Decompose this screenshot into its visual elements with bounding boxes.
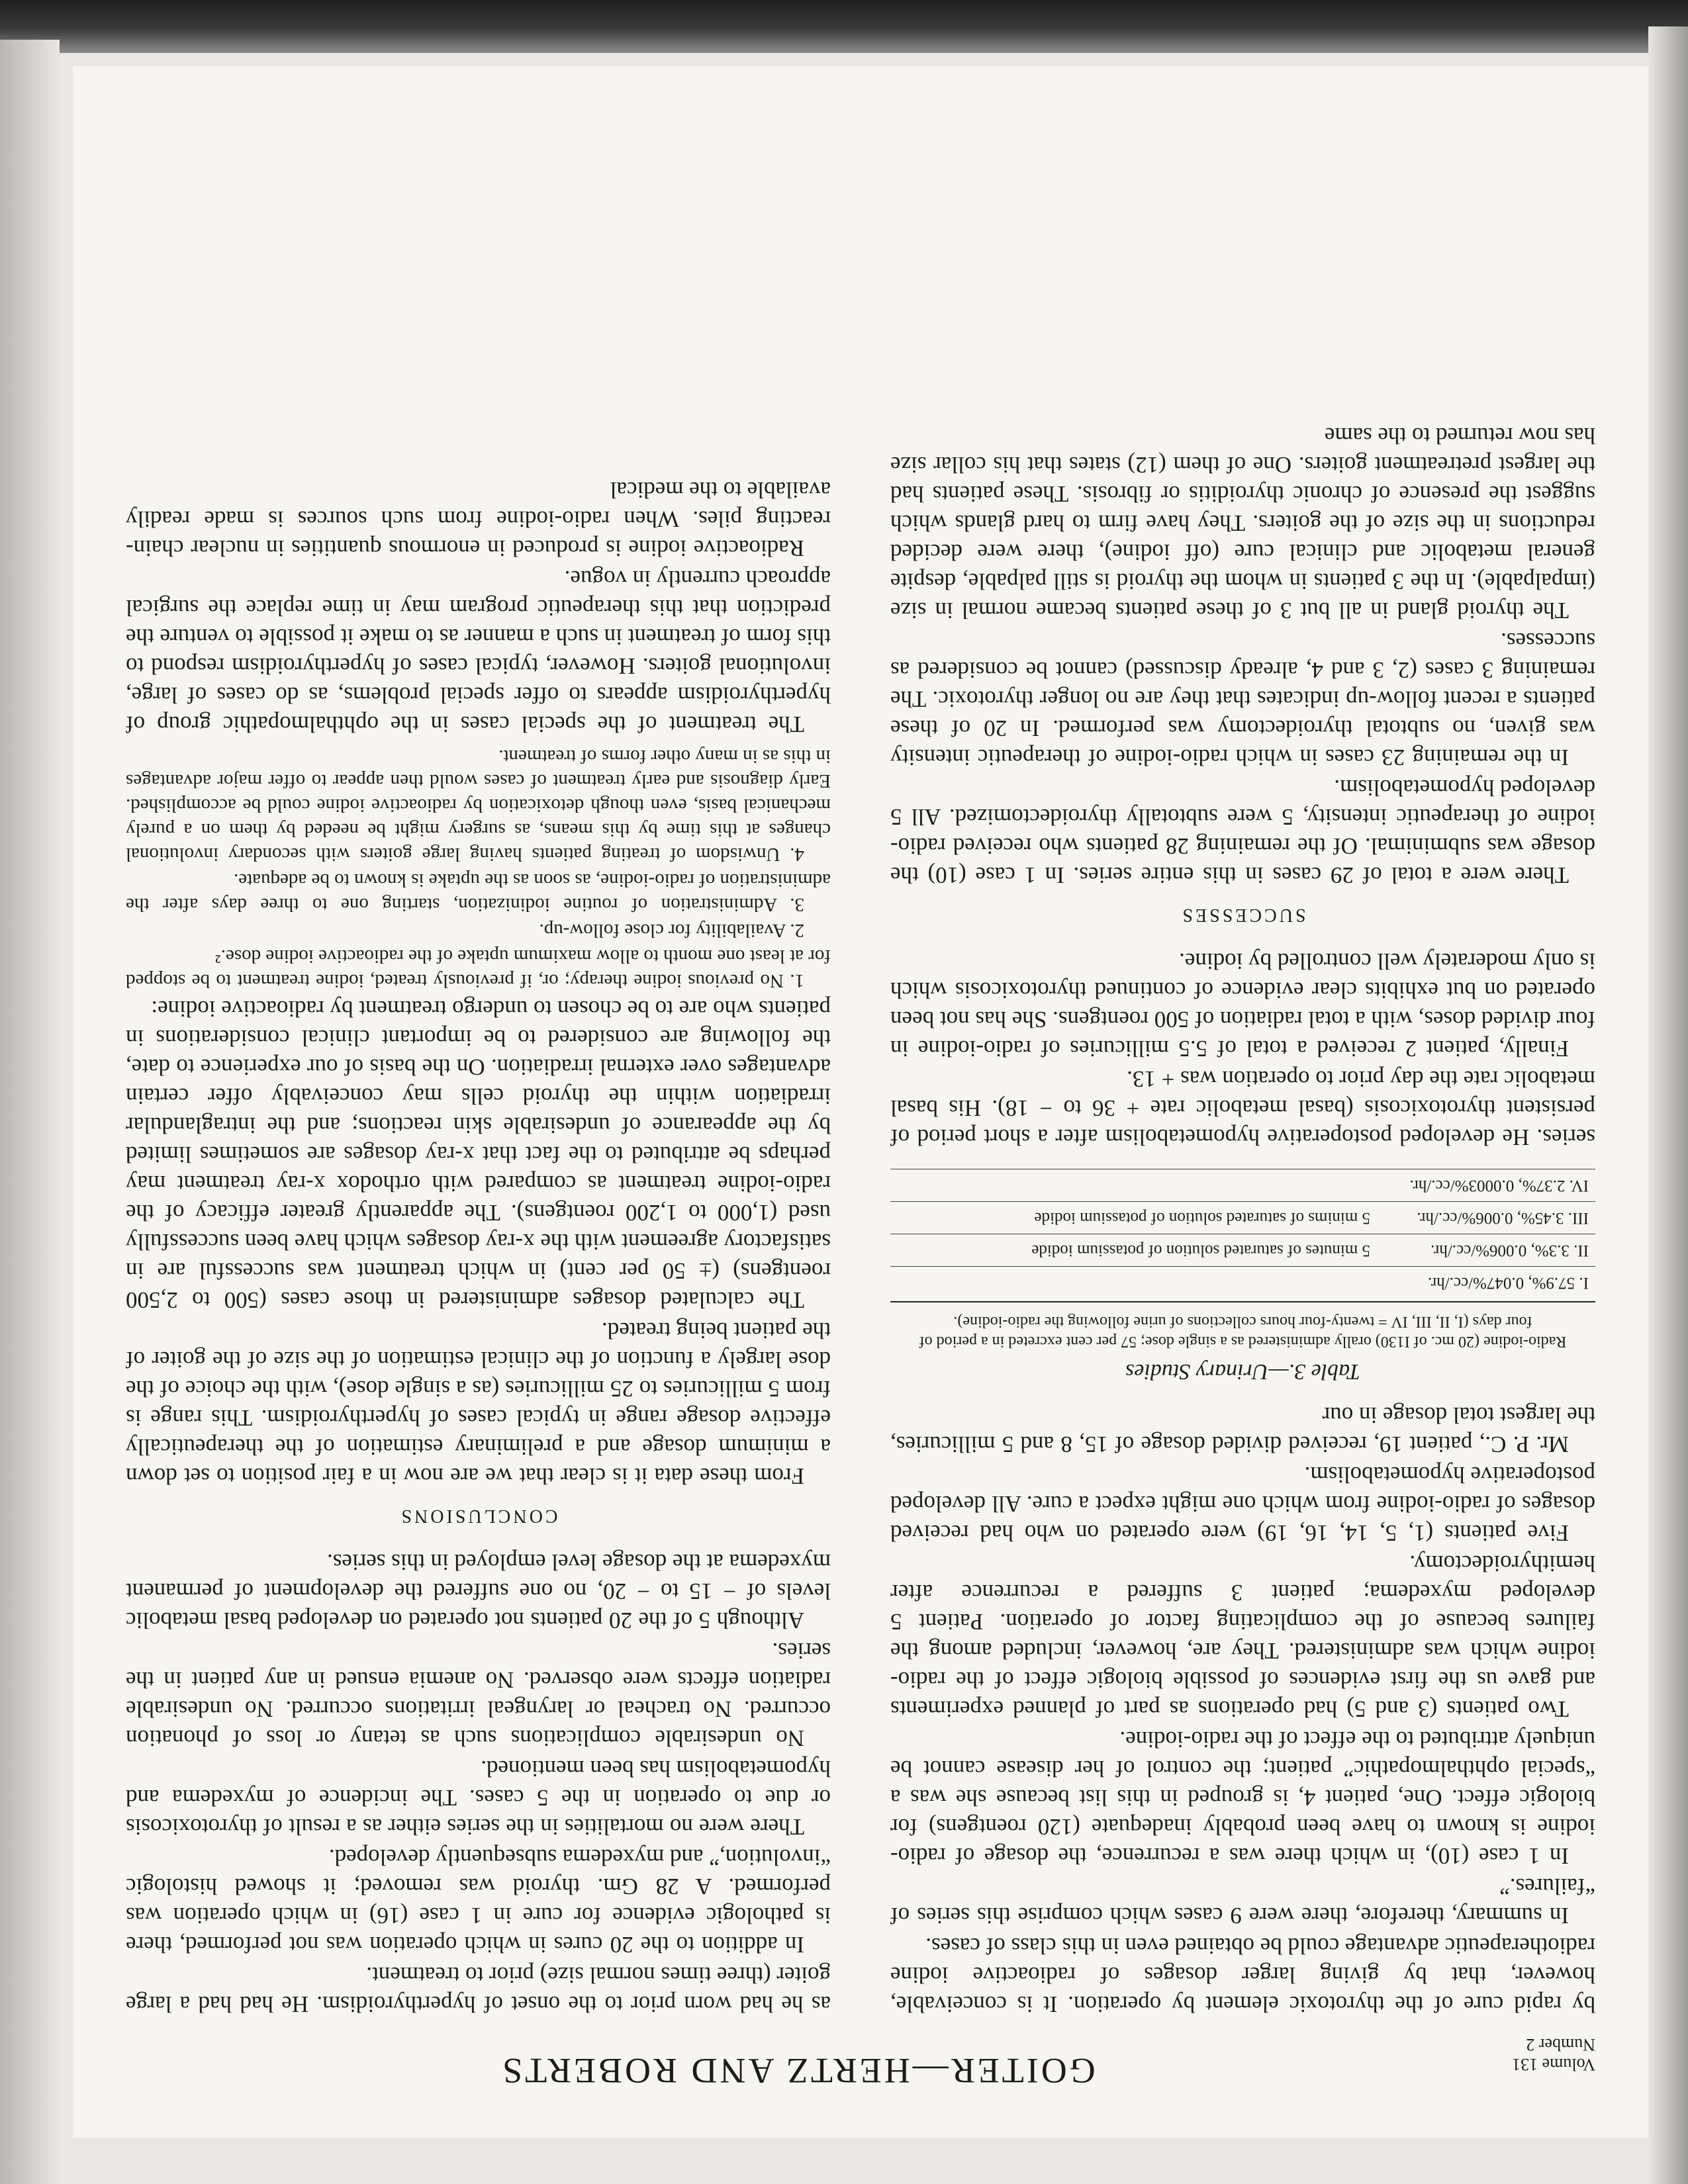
paragraph: There were no mortalities in the series either as a result of thyrotoxicosis or due to operation in the 5 cases. The incidence of myxedema and hypometabolism has been mentioned.: [126, 1756, 831, 1840]
table-cell: III. 3.45%, 0.006%/cc./hr.: [1417, 1209, 1589, 1227]
left-column: [890, 106, 1595, 2019]
paragraph: as he had worn prior to the onset of hyperthyroidism. He had had a large goiter (three times normal size) prior to treatment.: [126, 1962, 831, 2017]
table-row: [890, 1201, 1595, 1234]
page-content: [126, 106, 1595, 2091]
paragraph: In the remaining 23 cases in which radio-iodine of therapeutic intensity was given, no subtotal thyroidectomy was performed. In 20 of these patients a recent follow-up indicates that they are no longer thyrotoxic. The remaining 3 cases (2, 3 and 4, already discussed) cannot be considered as successes.: [890, 628, 1595, 770]
paragraph: No undesirable complications such as tetany or loss of phonation occurred. No tracheal or laryngeal irritations occurred. No undesirable radiation effects were observed. No anemia ensued in any patient in the series.: [126, 1638, 831, 1751]
table-row: [890, 1169, 1595, 1201]
paragraph: The thyroid gland in all but 3 of these patients became normal in size (impalpable). In the 3 patients in whom the thyroid is still palpable, despite general metabolic and clinical cure (off iodine), there were decided reductions in the size of the goiters. They have firm to hard glands which suggest the presence of chronic thyroiditis or fibrosis. These patients had the largest pretreatment goiters. One of them (12) states that his collar size has now returned to the same: [890, 423, 1595, 623]
paragraph: Finally, patient 2 received a total of 5.5 millicuries of radio-iodine in four divided doses, with a total radiation of 500 roentgens. She has not been operated on but exhibits clear evidence of continued thyrotoxicosis which is only moderately well controlled by iodine.: [890, 948, 1595, 1062]
table-cell: [897, 1175, 1370, 1196]
paragraph: Five patients (1, 5, 14, 16, 19) were operated on who had received dosages of radio-iodine from which one might expect a cure. All developed postoperative hypometabolism.: [890, 1462, 1595, 1546]
paragraph: Two patients (3 and 5) had operations as part of planned experiments and gave us the first evidences of possible biologic effect of the radio-iodine which was administered. They are, however, included among the failures because of the complicating factor of operation. Patient 5 developed myxedema; patient 3 suffered a recurrence after hemithyroidectomy.: [890, 1551, 1595, 1722]
paragraph: There were a total of 29 cases in this entire series. In 1 case (10) the dosage was subminimal. Of the remaining 28 patients who received radio-iodine of therapeutic intensity, 5 were subtotally thyroidectomized. All 5 developed hypometabolism.: [890, 775, 1595, 888]
running-title: GOITER—HERTZ AND ROBERTS: [500, 2051, 1096, 2091]
paragraph: Although 5 of the 20 patients not operated on developed basal metabolic levels of − 15 to − 20, no one suffered the development of permanent myxedema at the dosage level employed in this series.: [126, 1549, 831, 1633]
paragraph: The treatment of the special cases in the ophthalmopathic group of hyperthyroidism appears to offer special problems, as do cases of large, involutional goiters. However, typical cases of hyperthyroidism respond to this form of treatment in such a manner as to make it possible to venture the prediction that this therapeutic program may in time replace the surgical approach currently in vogue.: [126, 566, 831, 737]
paragraph: In 1 case (10), in which there was a recurrence, the dosage of radio-iodine is known to have been probably inadequate (120 roentgens) for biologic effect. One, patient 4, is grouped in this list because she was a “special ophthalmopathic” patient; the control of her disease cannot be uniquely attributed to the effect of the radio-iodine.: [890, 1727, 1595, 1869]
section-heading-conclusions: CONCLUSIONS: [399, 1506, 558, 1526]
running-header: [126, 2032, 1595, 2091]
page-edge-shadow: [1648, 26, 1688, 2184]
two-column-body: [126, 106, 1595, 2019]
scanned-page: [73, 66, 1648, 2138]
paragraph: Radioactive iodine is produced in enormous quantities in nuclear chain-reacting piles. When radio-iodine from such sources is made readily available to the medical: [126, 477, 831, 561]
list-item: 1. No previous iodine therapy; or, if previously treated, iodine treatment to be stopped for at least one month to allow maximum uptake of the radioactive iodine dose.²: [126, 946, 831, 991]
urinary-studies-table: [890, 1169, 1595, 1386]
paragraph: From these data it is clear that we are now in a fair position to set down a minimum dosage and a preliminary estimation of the therapeutically effective dosage range in typical cases of hyperthyroidism. This range is from 5 millicuries to 25 millicuries (as a single dose), with the choice of the dose largely a function of the clinical estimation of the size of the goiter of the patient being treated.: [126, 1318, 831, 1489]
right-column: [126, 106, 831, 2019]
table-cell: I. 57.9%, 0.047%/cc./hr.: [1427, 1274, 1589, 1292]
table-row: [890, 1266, 1595, 1298]
table-rule: [890, 1301, 1595, 1302]
paragraph: In summary, therefore, there were 9 cases which comprise this series of “failures.”: [890, 1874, 1595, 1929]
scanner-top-band: [0, 0, 1688, 53]
paragraph: In addition to the 20 cures in which operation was not performed, there is pathologic evidence for cure in 1 case (16) in which operation was performed. A 28 Gm. thyroid was removed; it showed histologic “involution,” and myxedema subsequently developed.: [126, 1844, 831, 1958]
criteria-list: [126, 744, 831, 993]
issue-label: Volume 131 Number 2: [1512, 2035, 1595, 2074]
table-cell: II. 3.3%, 0.006%/cc./hr.: [1430, 1242, 1589, 1259]
table-cell: 5 minims of saturated solution of potassium iodide: [1034, 1209, 1370, 1227]
paragraph: Mr. P. C., patient 19, received divided dosage of 15, 8 and 5 millicuries, the largest total dosage in our: [890, 1402, 1595, 1457]
table-row: [890, 1234, 1595, 1266]
table-cell: 5 minutes of saturated solution of potassium iodide: [1031, 1242, 1370, 1259]
list-item: 3. Administration of routine iodinization, starting one to three days after the administration of radio-iodine, as soon as the uptake is known to be adequate.: [126, 870, 831, 915]
paragraph: series. He developed postoperative hypometabolism after a short period of persistent thyrotoxicosis (basal metabolic rate + 36 to − 18). His basal metabolic rate the day prior to operation was + 13.: [890, 1066, 1595, 1150]
table-note: Radio-iodine (20 mc. of I130) orally administered as a single dose; 57 per cent excreted in a period of four days (I, II, III, IV = twenty-four hours collections of urine following the radio-iodine).: [919, 1313, 1567, 1350]
table-cell: IV. 2.37%, 0.0003%/cc./hr.: [1409, 1177, 1589, 1195]
book-spine-shadow: [0, 40, 60, 2184]
table-cell: [897, 1272, 1370, 1293]
section-heading-successes: SUCCESSES: [1180, 905, 1306, 925]
list-item: 4. Unwisdom of treating patients having large goiters with secondary involutional changes at this time by this means, as surgery might be needed by them on a purely mechanical basis, even though detoxication by radioactive iodine could be accomplished. Early diagnosis and early treatment of cases would then appear to offer major advantages in this as in many other forms of treatment.: [126, 746, 831, 865]
table-caption: Table 3.—Urinary Studies: [1125, 1359, 1360, 1384]
paragraph: The calculated dosages administered in those cases (500 to 2,500 roentgens) (± 50 per cent) in which treatment was successful are in satisfactory agreement with the x-ray dosages which have been successfully used (1,000 to 1,200 roentgens). The apparently greater efficacy of the radio-iodine treatment as compared with orthodox x-ray treatment may perhaps be attributed to the fact that x-ray dosages are sometimes limited by the appearance of undesirable skin reactions; and the intraglandular irradiation within the thyroid cells may conceivably offer certain advantages over external irradiation. On the basis of our experience to date, the following are considered to be important clinical considerations in patients who are to be chosen to undergo treatment by radioactive iodine:: [126, 996, 831, 1313]
list-item: 2. Availability for close follow-up.: [539, 920, 804, 941]
paragraph: by rapid cure of the thyrotoxic element by operation. It is conceivable, however, that by giving larger dosages of radioactive iodine radiotherapeutic advantage could be obtained even in this class of cases.: [890, 1933, 1595, 2017]
